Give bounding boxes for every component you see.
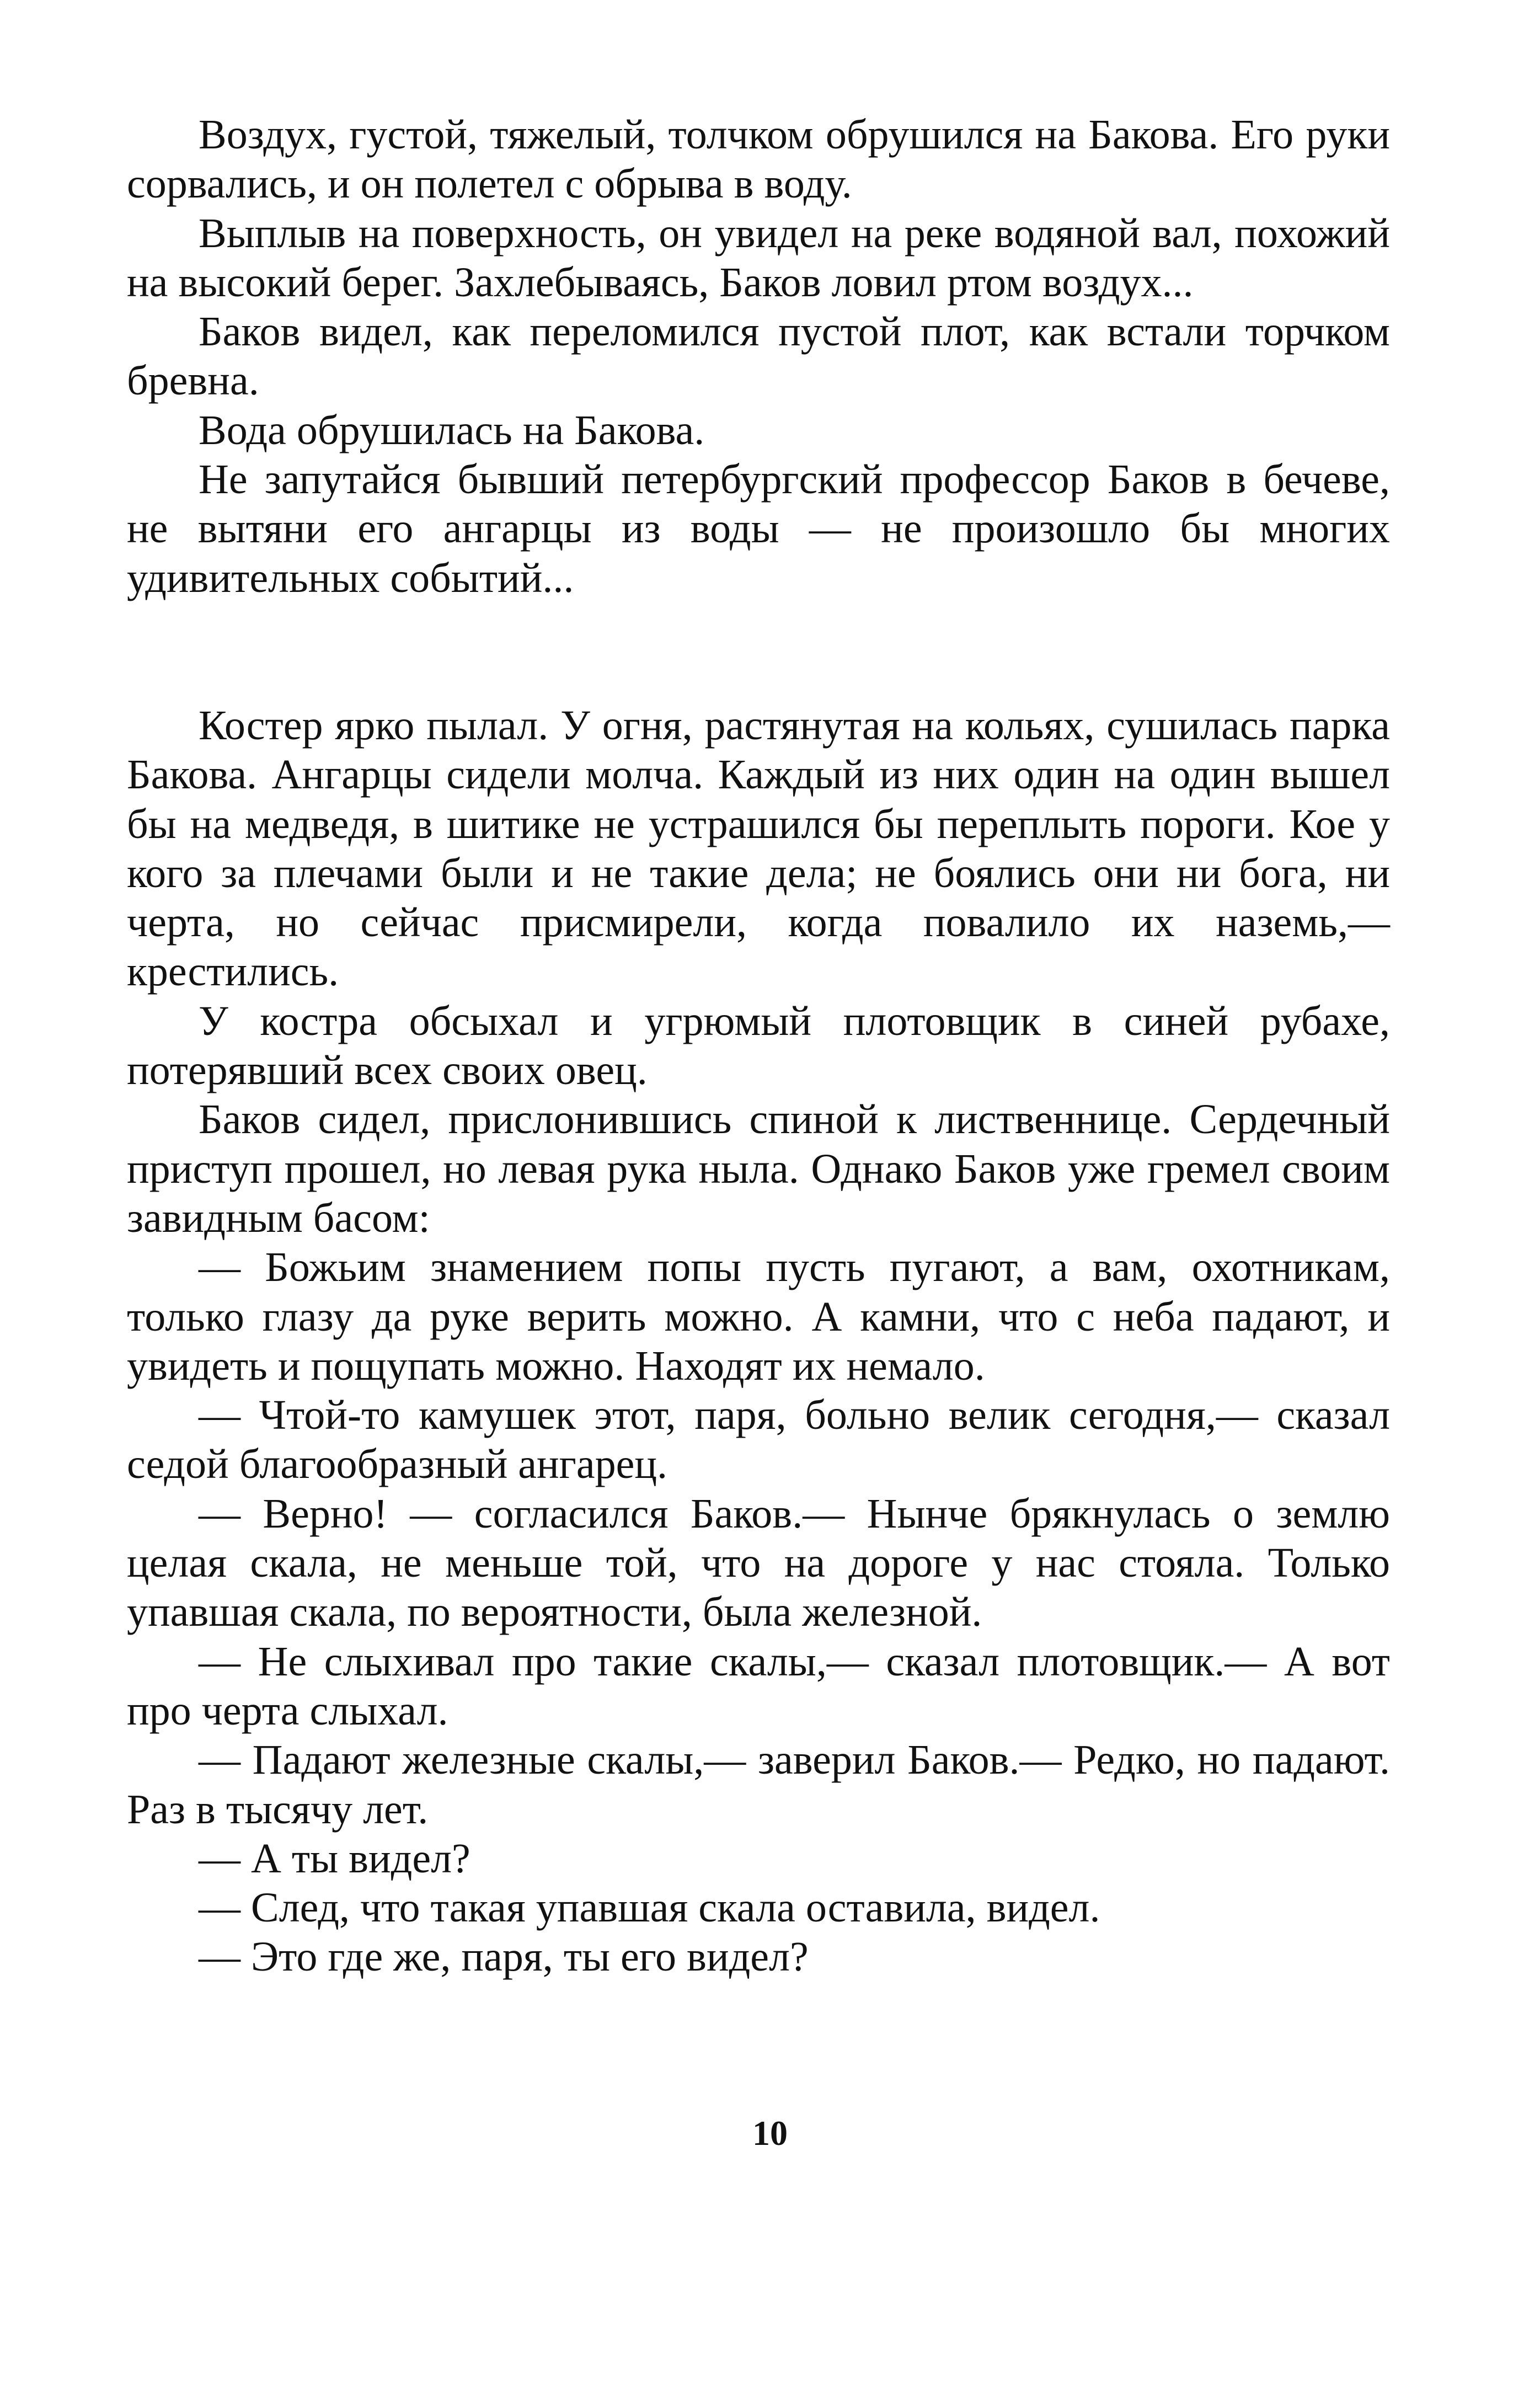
paragraph: Баков видел, как переломился пустой плот, как встали торчком бревна. xyxy=(127,308,1390,404)
dialogue-line: — Чтой-то камушек этот, паря, больно велик сегодня,— сказал седой благообразный ангарец. xyxy=(127,1392,1390,1488)
dialogue-line: — Божьим знамением попы пусть пугают, а вам, охотникам, только глазу да руке верить можно. А камни, что с неба падают, и увидеть и пощупать можно. Находят их немало. xyxy=(127,1244,1390,1389)
page-number: 10 xyxy=(752,2113,788,2153)
paragraph: Не запутайся бывший петербургский профессор Баков в бечеве, не вытяни его ангарцы из воды — не произошло бы многих удивительных событий... xyxy=(127,456,1390,601)
dialogue-line: — След, что такая упавшая скала оставила, видел. xyxy=(199,1884,1100,1931)
dialogue-line: — Это где же, паря, ты его видел? xyxy=(199,1934,809,1980)
dialogue-line: — А ты видел? xyxy=(199,1835,470,1882)
section-break xyxy=(127,603,1390,701)
paragraph: Костер ярко пылал. У огня, растянутая на кольях, сушилась парка Бакова. Ангарцы сидели молча. Каждый из них один на один вышел бы на медведя, в шитике не устрашился бы переплыть пороги. Кое у кого за плечами были и не такие дела; не боялись они ни бога, ни черта, но сейчас присмирели, когда повалило их наземь,— крестились. xyxy=(127,702,1390,995)
section-2 xyxy=(127,701,1390,1982)
paragraph: Выплыв на поверхность, он увидел на реке водяной вал, похожий на высокий берег. Захлебываясь, Баков ловил ртом воздух... xyxy=(127,210,1390,306)
paragraph: Баков сидел, прислонившись спиной к лиственнице. Сердечный приступ прошел, но левая рука ныла. Однако Баков уже гремел своим завидным басом: xyxy=(127,1096,1390,1241)
dialogue-line: — Верно! — согласился Баков.— Нынче брякнулась о землю целая скала, не меньше той, что на дороге у нас стояла. Только упавшая скала, по вероятности, была железной. xyxy=(127,1490,1390,1636)
paragraph: У костра обсыхал и угрюмый плотовщик в синей рубахе, потерявший всех своих овец. xyxy=(127,997,1390,1094)
paragraph: Вода обрушилась на Бакова. xyxy=(199,407,705,453)
dialogue-line: — Падают железные скалы,— заверил Баков.— Редко, но падают. Раз в тысячу лет. xyxy=(127,1737,1390,1833)
book-page xyxy=(127,110,1390,1982)
section-1 xyxy=(127,110,1390,603)
paragraph: Воздух, густой, тяжелый, толчком обрушился на Бакова. Его руки сорвались, и он полетел с обрыва в воду. xyxy=(127,111,1390,207)
dialogue-line: — Не слыхивал про такие скалы,— сказал плотовщик.— А вот про черта слыхал. xyxy=(127,1638,1390,1734)
